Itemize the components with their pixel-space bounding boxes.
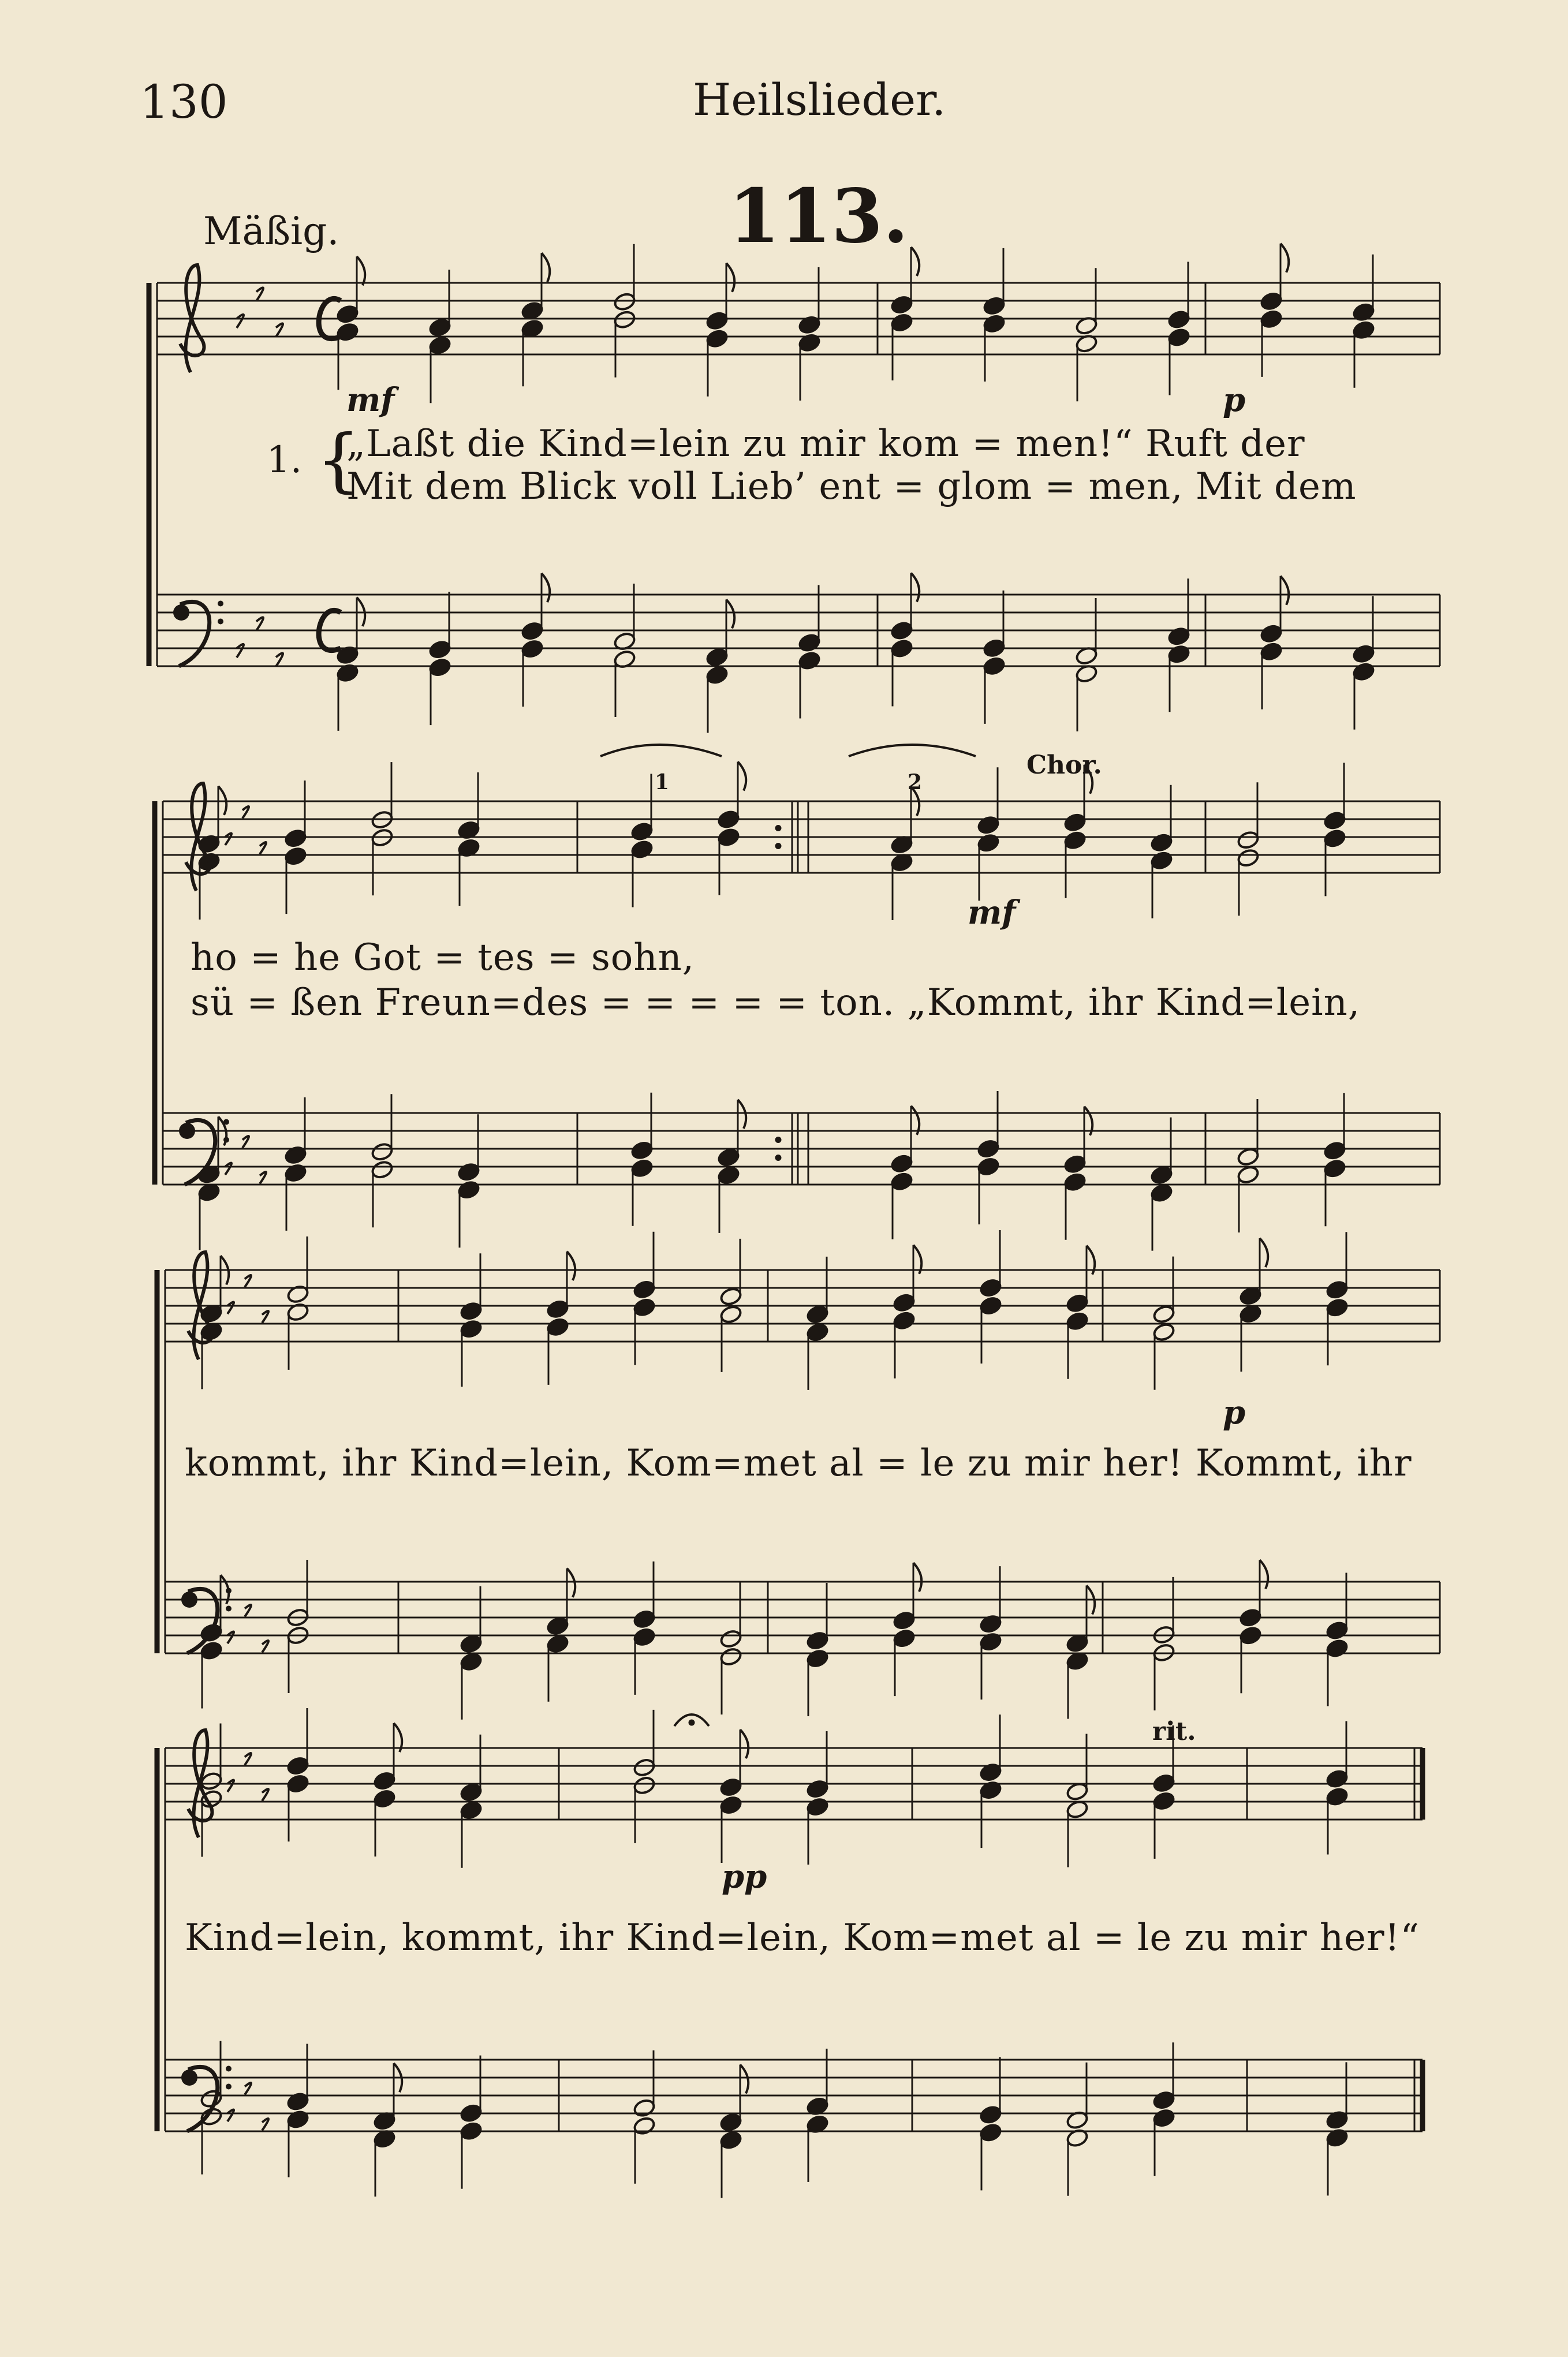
note-flag (1260, 1560, 1268, 1589)
note-flag (567, 1252, 575, 1280)
notehead (1066, 1311, 1089, 1331)
repeat-dot (775, 843, 781, 849)
bass-clef-dot (223, 1119, 229, 1125)
notehead (890, 638, 914, 659)
notehead (890, 294, 914, 315)
notehead (806, 1797, 830, 1817)
flat-sign (237, 644, 244, 658)
flat-sign (225, 1163, 232, 1175)
notehead (893, 1628, 916, 1649)
notehead (630, 821, 654, 842)
flat-sign (260, 1172, 266, 1183)
note-flag (542, 573, 550, 602)
notehead (1063, 812, 1087, 832)
note-flag (726, 599, 734, 628)
flat-sign (237, 315, 244, 328)
flat-sign (276, 323, 283, 337)
ritardando-mark: rit. (1152, 1717, 1196, 1746)
flat-sign (245, 1753, 251, 1765)
notehead (1326, 1280, 1349, 1300)
notehead (977, 815, 1000, 835)
notehead (719, 1795, 743, 1816)
flat-sign (262, 1789, 268, 1801)
bass-clef-dot (226, 2066, 232, 2072)
notehead (336, 304, 360, 324)
notehead (1152, 1791, 1176, 1811)
verse-brace: { (316, 420, 361, 500)
lyric-line: Kind=lein, kommt, ihr Kind=lein, Kom=met al = le zu mir her!“ (185, 1917, 1420, 1959)
notehead (371, 1142, 394, 1162)
notehead (705, 665, 729, 685)
dynamic-mark: p (1223, 1394, 1246, 1432)
flat-sign (245, 1275, 251, 1287)
flat-sign (256, 617, 263, 630)
repeat-dot (775, 825, 781, 831)
lyric-line: kommt, ihr Kind=lein, Kom=met al = le zu mir her! Kommt, ihr (185, 1442, 1412, 1485)
flat-sign (242, 806, 249, 818)
notehead (546, 1634, 570, 1654)
dynamic-mark: pp (722, 1858, 767, 1896)
dynamic-mark: p (1223, 381, 1246, 419)
bass-clef-dot (226, 1588, 232, 1594)
notehead (521, 639, 544, 659)
notehead (457, 1180, 481, 1200)
notehead (979, 2123, 1003, 2143)
notehead (613, 309, 637, 330)
notehead (1063, 1154, 1087, 1174)
flat-sign (227, 2110, 234, 2121)
note-flag (911, 247, 919, 276)
notehead (1239, 1304, 1263, 1324)
flat-sign (276, 653, 283, 666)
notehead (1326, 1620, 1349, 1641)
notehead (798, 651, 822, 671)
flat-sign (260, 842, 266, 854)
notehead (460, 1634, 483, 1654)
notehead (1260, 291, 1283, 311)
notehead (979, 1278, 1003, 1298)
tempo-marking: Mäßig. (203, 209, 339, 253)
volta-1: 1 (655, 770, 670, 794)
notehead (1326, 1638, 1349, 1659)
notehead (633, 1627, 656, 1647)
notehead (521, 621, 544, 641)
notehead (633, 1297, 656, 1317)
notehead (428, 640, 452, 660)
notehead (806, 1322, 830, 1342)
notehead (1237, 830, 1260, 850)
notehead (890, 621, 914, 641)
notehead (1150, 1183, 1174, 1203)
notehead (633, 2116, 656, 2136)
bass-clef-dot (218, 619, 223, 625)
notehead (798, 633, 822, 653)
flat-sign (227, 1302, 234, 1314)
note-flag (913, 1563, 921, 1592)
notehead (1237, 1147, 1260, 1167)
notehead (460, 1652, 483, 1672)
notehead (633, 2098, 656, 2118)
flat-sign (245, 1605, 251, 1616)
notehead (1326, 1298, 1349, 1318)
notehead (719, 1777, 743, 1798)
notehead (890, 1153, 914, 1174)
hymn-number: 113. (729, 173, 909, 260)
volta-arc (600, 745, 722, 756)
flat-sign (227, 1780, 234, 1792)
notehead (806, 1779, 830, 1799)
page-number: 130 (140, 75, 228, 129)
note-flag (740, 1730, 748, 1758)
notehead (284, 828, 308, 849)
notehead (630, 1140, 654, 1160)
running-head: Heilslieder. (693, 74, 946, 125)
notehead (286, 2109, 310, 2130)
flat-sign (242, 1136, 249, 1148)
notehead (373, 1770, 397, 1791)
note-flag (738, 761, 746, 790)
note-flag (357, 256, 365, 285)
flat-sign (262, 2119, 268, 2130)
notehead (719, 1647, 743, 1667)
notehead (719, 1629, 743, 1649)
notehead (719, 1286, 743, 1306)
notehead (806, 1304, 830, 1324)
notehead (373, 1788, 397, 1809)
notehead (457, 1162, 481, 1182)
notehead (630, 839, 654, 860)
bass-clef-dot (218, 601, 223, 607)
note-flag (726, 263, 734, 292)
flat-sign (256, 287, 263, 301)
notehead (460, 2121, 483, 2141)
volta-2: 2 (908, 770, 923, 794)
dynamic-mark: mf (968, 894, 1016, 932)
notehead (613, 292, 637, 312)
notehead (719, 2112, 743, 2132)
notehead (1326, 1787, 1349, 1807)
note-flag (1280, 576, 1289, 605)
notehead (1150, 850, 1174, 871)
notehead (1260, 309, 1283, 329)
notehead (428, 658, 452, 678)
notehead (1260, 641, 1283, 662)
notehead (428, 335, 452, 356)
notehead (717, 809, 741, 830)
notehead (428, 317, 452, 338)
note-flag (1280, 244, 1289, 272)
notehead (1066, 1293, 1089, 1313)
notehead (1239, 1608, 1263, 1628)
staff-lines (157, 283, 1440, 2131)
notehead (1352, 662, 1376, 682)
notehead (719, 1304, 743, 1324)
notehead (717, 1165, 741, 1185)
flat-sign (262, 1311, 268, 1323)
notehead (1237, 848, 1260, 868)
notehead (371, 1160, 394, 1180)
notehead (460, 1800, 483, 1820)
bass-clef-dot (179, 1123, 195, 1139)
notehead (977, 1139, 1000, 1159)
notehead (1237, 1165, 1260, 1185)
notehead (546, 1616, 570, 1636)
note-flag (567, 1568, 575, 1597)
notehead (633, 1775, 656, 1795)
notehead (1063, 830, 1087, 850)
notehead (705, 311, 729, 331)
notehead (983, 638, 1006, 658)
notehead (1239, 1626, 1263, 1646)
notehead (1152, 1322, 1176, 1342)
notehead (806, 1631, 830, 1651)
notehead (717, 1147, 741, 1167)
notehead (705, 647, 729, 667)
notehead (983, 656, 1006, 676)
bass-clef-dot (226, 1606, 232, 1612)
verse-number: 1. (267, 439, 303, 481)
notehead (717, 827, 741, 847)
notehead (1152, 2108, 1176, 2128)
lyric-line: „Laßt die Kind=lein zu mir kom = men!“ Ruft der (346, 423, 1305, 465)
notehead (1260, 623, 1283, 644)
notehead (890, 1171, 914, 1191)
notehead (893, 1310, 916, 1331)
notehead (977, 1157, 1000, 1177)
notehead (1167, 644, 1191, 664)
barlines (149, 283, 1440, 2131)
lyric-line: Mit dem Blick voll Lieb’ ent = glom = men, Mit dem (346, 465, 1357, 508)
notehead (546, 1299, 570, 1319)
notehead (286, 1756, 310, 1776)
notehead (1152, 1773, 1176, 1793)
notehead (633, 1757, 656, 1777)
notehead (979, 1296, 1003, 1316)
notehead (1167, 309, 1191, 330)
dynamic-mark: mf (346, 381, 395, 419)
notehead (284, 846, 308, 866)
notehead (630, 1158, 654, 1178)
notehead (460, 2103, 483, 2123)
flat-sign (245, 2083, 251, 2094)
bass-clef-dot (226, 2084, 232, 2090)
note-flag (542, 253, 550, 282)
bass-clef-dot (173, 604, 189, 621)
notehead (286, 1774, 310, 1794)
notehead (286, 2091, 310, 2112)
note-flag (740, 2064, 748, 2093)
notehead (1167, 327, 1191, 348)
bass-clef-dot (181, 1592, 197, 1608)
notehead (1323, 828, 1347, 849)
lyric-line: ho = he Got = tes = sohn, (191, 936, 695, 979)
notehead (893, 1611, 916, 1631)
notehead (1239, 1286, 1263, 1306)
notehead (1063, 1172, 1087, 1192)
notehead (1150, 1165, 1174, 1185)
notehead (1152, 2090, 1176, 2111)
notes (197, 244, 1376, 2198)
notehead (890, 312, 914, 333)
notehead (546, 1317, 570, 1337)
note-flag (1260, 1238, 1268, 1267)
notehead (460, 1301, 483, 1321)
bass-clef-dot (181, 2070, 197, 2086)
notehead (460, 1319, 483, 1339)
notehead (983, 313, 1006, 334)
notehead (460, 1782, 483, 1802)
notehead (979, 2105, 1003, 2125)
notehead (983, 296, 1006, 316)
note-flag (911, 573, 919, 602)
notehead (1150, 832, 1174, 853)
notehead (893, 1293, 916, 1313)
bass-clef-dot (223, 1137, 229, 1143)
notehead (633, 1609, 656, 1629)
flat-sign (262, 1641, 268, 1652)
flat-sign (227, 1632, 234, 1643)
notehead (1323, 810, 1347, 831)
flat-sign (225, 834, 232, 845)
repeat-dot (775, 1137, 781, 1143)
notehead (1323, 1159, 1347, 1179)
volta-arc (849, 745, 976, 756)
notehead (1152, 1304, 1176, 1324)
notehead (1352, 644, 1376, 664)
notehead (1323, 1141, 1347, 1161)
notehead (977, 833, 1000, 853)
notehead (719, 2130, 743, 2150)
fermata-dot (689, 1720, 695, 1725)
notehead (1326, 1769, 1349, 1789)
notehead (633, 1279, 656, 1299)
notehead (705, 328, 729, 349)
notehead (806, 1649, 830, 1669)
repeat-dot (775, 1155, 781, 1161)
clefs-and-signatures (173, 263, 341, 2132)
note-flag (738, 1100, 746, 1129)
notehead (1167, 626, 1191, 647)
chorus-label: Chor. (1026, 750, 1102, 780)
lyric-line: sü = ßen Freun=des = = = = = ton. „Kommt, ihr Kind=lein, (191, 981, 1361, 1024)
